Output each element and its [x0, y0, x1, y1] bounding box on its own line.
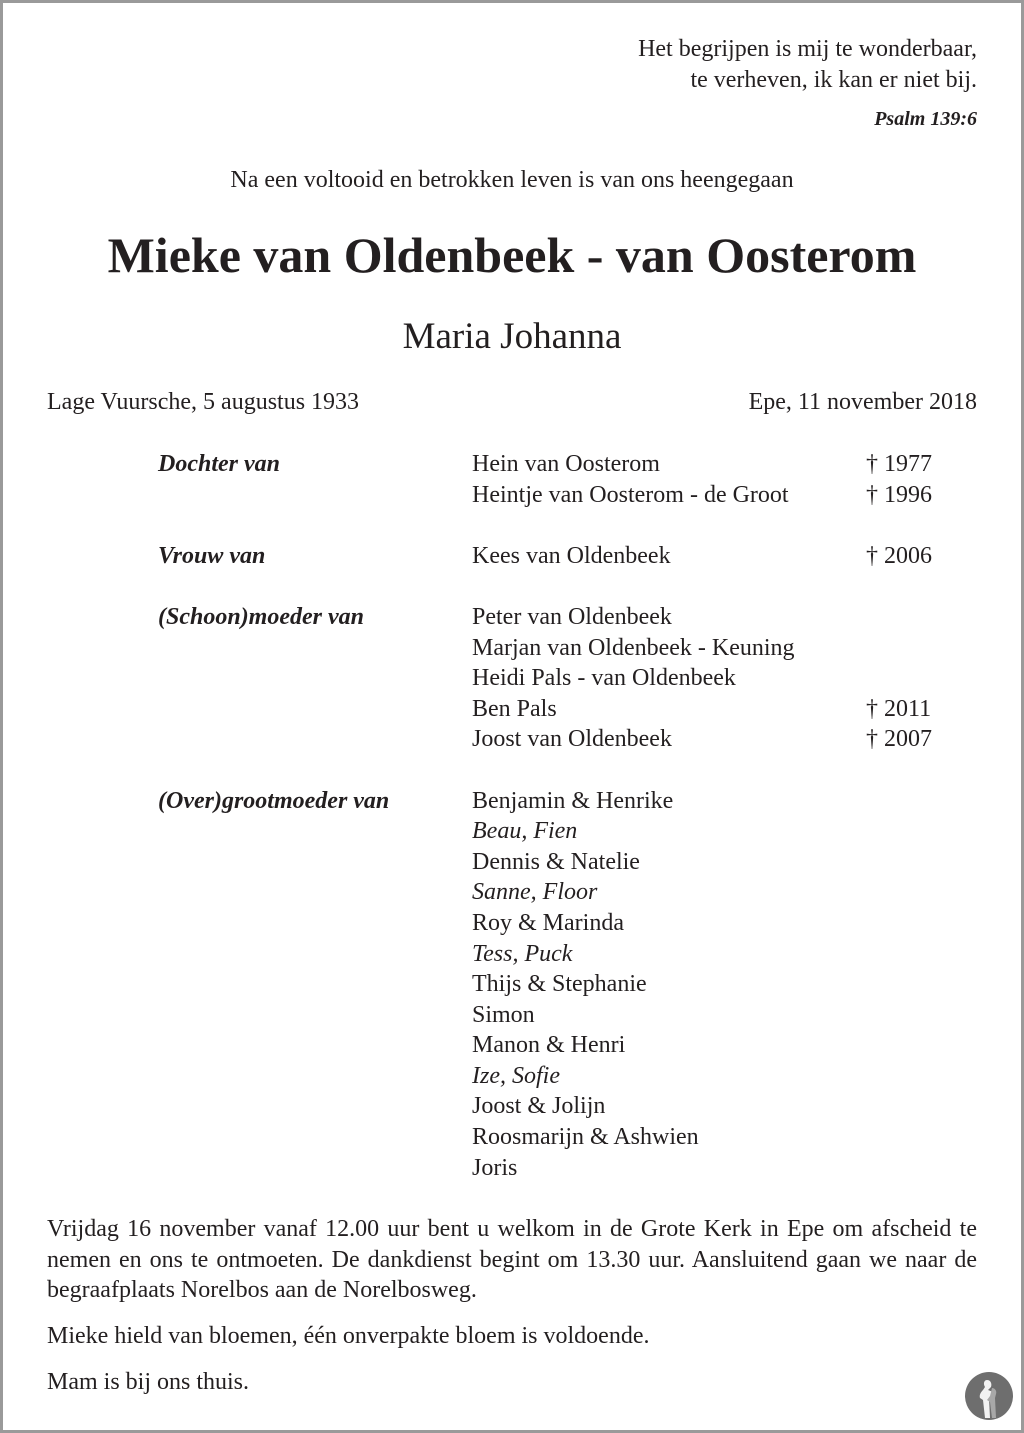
relation-row — [0, 969, 1024, 1000]
death-year: † 2007 — [866, 726, 932, 753]
relation-row — [0, 633, 1024, 664]
death-info: Epe, 11 november 2018 — [748, 389, 977, 415]
death-year: † 1996 — [866, 481, 932, 508]
relation-row — [0, 877, 1024, 908]
relation-row — [0, 449, 1024, 480]
relation-row — [0, 480, 1024, 511]
relative-name: Ben Pals — [472, 695, 557, 722]
death-year: † 2011 — [866, 695, 932, 722]
relative-name: Heintje van Oosterom - de Groot — [472, 481, 789, 508]
relation-row — [0, 786, 1024, 817]
relation-row — [0, 1091, 1024, 1122]
quote-source: Psalm 139:6 — [874, 108, 977, 130]
service-text: Vrijdag 16 november vanaf 12.00 uur bent u welkom in de Grote Kerk in Epe om afscheid te nemen en ons te ontmoeten. De dankdienst begint om 13.30 uur. Aansluitend gaan we naar de begraafplaats Norelbos aan de Norelbosweg. — [47, 1216, 977, 1304]
relation-row — [0, 816, 1024, 847]
relative-name: Kees van Oldenbeek — [472, 542, 671, 569]
deceased-name: Mieke van Oldenbeek - van Oosterom — [107, 227, 917, 283]
relative-name: Hein van Oosterom — [472, 451, 660, 477]
relation-row — [0, 1000, 1024, 1031]
given-names: Maria Johanna — [402, 316, 622, 357]
relation-row — [0, 541, 1024, 572]
relative-name: Sanne, Floor — [472, 879, 598, 906]
intro-text: Na een voltooid en betrokken leven is van ons heengegaan — [230, 167, 794, 193]
relation-label: (Schoon)moeder van — [158, 603, 364, 630]
relative-name: Manon & Henri — [472, 1032, 626, 1059]
relative-name: Roy & Marinda — [472, 909, 624, 936]
relative-name: Roosmarijn & Ashwien — [472, 1124, 699, 1151]
relation-row — [0, 1030, 1024, 1061]
home-text: Mam is bij ons thuis. — [47, 1369, 250, 1395]
relation-row — [0, 694, 1024, 725]
relation-row — [0, 908, 1024, 939]
death-year: † 2006 — [866, 542, 932, 569]
relation-row — [0, 663, 1024, 694]
relative-name: Ize, Sofie — [472, 1062, 560, 1089]
relative-name: Joost van Oldenbeek — [472, 726, 672, 753]
relative-name: Peter van Oldenbeek — [472, 603, 672, 630]
relative-name: Joris — [472, 1154, 518, 1181]
relative-name: Benjamin & Henrike — [472, 787, 674, 814]
relative-name: Heidi Pals - van Oldenbeek — [472, 665, 736, 692]
relations-list — [0, 449, 1024, 1183]
flowers-text: Mieke hield van bloemen, één onverpakte bloem is voldoende. — [47, 1323, 650, 1349]
relation-row — [0, 1122, 1024, 1153]
relation-label: Dochter van — [158, 451, 280, 477]
relative-name: Tess, Puck — [472, 940, 573, 967]
birth-info: Lage Vuursche, 5 augustus 1933 — [47, 389, 360, 415]
relation-label: (Over)grootmoeder van — [158, 787, 390, 814]
relative-name: Thijs & Stephanie — [472, 971, 647, 998]
relation-row — [0, 602, 1024, 633]
relation-label: Vrouw van — [158, 542, 266, 569]
relative-name: Beau, Fien — [472, 818, 578, 845]
relation-row — [0, 939, 1024, 970]
death-year: † 1977 — [866, 451, 932, 477]
relation-row — [0, 1061, 1024, 1092]
relative-name: Simon — [472, 1001, 535, 1028]
embracing-figures-logo-icon — [965, 1372, 1013, 1420]
relative-name: Marjan van Oldenbeek - Keuning — [472, 634, 795, 661]
relation-row — [0, 724, 1024, 755]
relative-name: Joost & Jolijn — [472, 1093, 606, 1120]
quote-line-1: Het begrijpen is mij te wonderbaar, — [638, 36, 977, 62]
quote-line-2: te verheven, ik kan er niet bij. — [690, 67, 977, 93]
relation-row — [0, 847, 1024, 878]
relative-name: Dennis & Natelie — [472, 848, 640, 875]
relation-row — [0, 1153, 1024, 1184]
